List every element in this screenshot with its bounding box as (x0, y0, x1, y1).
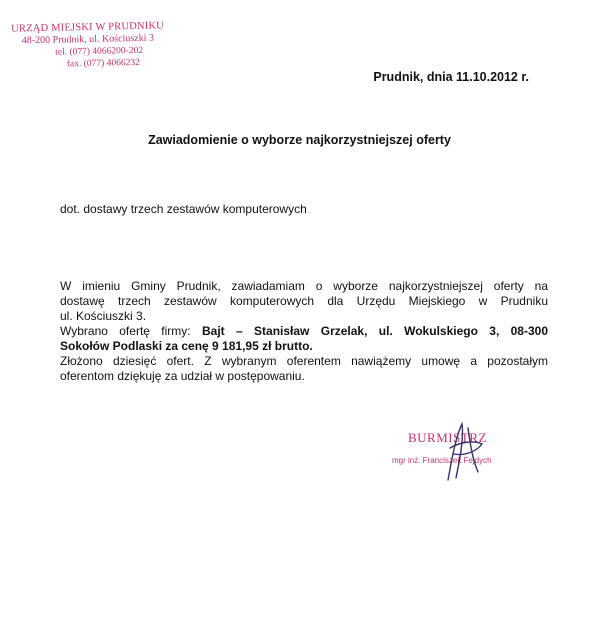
stamp-line-phone: tel. (077) 4066200-202 (55, 45, 144, 58)
mayor-signature-stamp (390, 418, 530, 488)
document-subject: dot. dostawy trzech zestawów komputerowych (60, 202, 307, 216)
signature-name: mgr inż. Franciszek Fejdych (392, 456, 492, 465)
body-line: dostawę trzech zestawów komputerowych dla Urzędu Miejskiego w Prudniku (60, 294, 548, 308)
body-line-selected-offer (60, 324, 548, 339)
handwritten-signature-icon (390, 418, 530, 488)
signature-title: BURMISTRZ (408, 430, 487, 445)
body-line: Złożono dziesięć ofert. Z wybranym oferentem nawiążemy umowę a pozostałym (60, 354, 548, 368)
stamp-line-fax: fax. (077) 4066232 (66, 57, 141, 70)
document-body (60, 279, 548, 384)
body-line: oferentom dziękuję za udział w postępowaniu. (60, 369, 305, 383)
winning-company: Bajt – Stanisław Grzelak, ul. Wokulskiego 3, 08-300 (201, 324, 548, 338)
stamp-line-address: 48-200 Prudnik, ul. Kościuszki 3 (21, 32, 155, 47)
winning-price: Sokołów Podlaski za cenę 9 181,95 zł brutto. (60, 339, 313, 353)
document-date: Prudnik, dnia 11.10.2012 r. (373, 70, 529, 84)
body-line: W imieniu Gminy Prudnik, zawiadamiam o wyborze najkorzystniejszej oferty na (60, 279, 548, 293)
office-stamp (8, 20, 169, 71)
document-title: Zawiadomienie o wyborze najkorzystniejszej oferty (148, 133, 451, 147)
stamp-line-office: URZĄD MIEJSKI W PRUDNIKU (11, 20, 165, 35)
body-line: ul. Kościuszki 3. (60, 309, 147, 323)
body-text: Wybrano ofertę firmy: (60, 324, 202, 338)
